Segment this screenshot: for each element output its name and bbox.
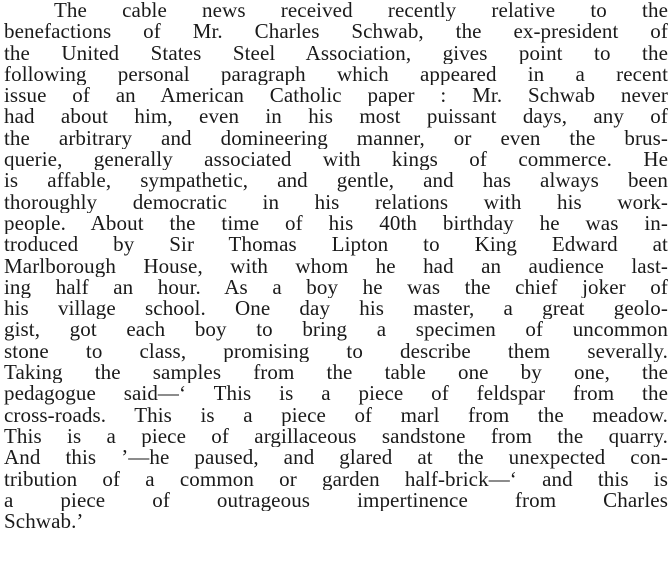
text-line: This is a piece of argillaceous sandstone from the quarry. (4, 425, 668, 448)
text-line: people. About the time of his 40th birthday he was in- (4, 212, 668, 235)
text-line: gist, got each boy to bring a specimen of uncommon (4, 319, 668, 341)
text-line: a piece of outrageous impertinence from Charles (4, 489, 668, 512)
text-line: Taking the samples from the table one by one, the (4, 362, 668, 384)
text-line: The cable news received recently relative to the (54, 0, 668, 22)
text-line: pedagogue said—‘ This is a piece of feldspar from the (4, 383, 668, 405)
text-line: troduced by Sir Thomas Lipton to King Edward at (4, 234, 668, 256)
text-line: ing half an hour. As a boy he was the chief joker of (4, 276, 668, 299)
article-text (4, 0, 668, 532)
text-line: querie, generally associated with kings of commerce. He (4, 149, 668, 171)
text-line: thoroughly democratic in his relations with his work- (4, 191, 668, 213)
text-line: his village school. One day his master, a great geolo- (4, 298, 668, 320)
text-line: cross-roads. This is a piece of marl from the meadow. (4, 404, 668, 426)
text-line: is affable, sympathetic, and gentle, and has always been (4, 170, 668, 192)
text-line: had about him, even in his most puissant days, any of (4, 106, 668, 128)
text-line: stone to class, promising to describe them severally. (4, 340, 668, 363)
text-line: the arbitrary and domineering manner, or even the brus- (4, 127, 668, 150)
text-line: issue of an American Catholic paper : Mr. Schwab never (4, 85, 668, 107)
text-line: the United States Steel Association, gives point to the (4, 42, 668, 64)
text-line: tribution of a common or garden half-brick—‘ and this is (4, 468, 668, 490)
text-line: following personal paragraph which appeared in a recent (4, 63, 668, 86)
text-line: benefactions of Mr. Charles Schwab, the ex-president of (4, 21, 668, 43)
text-line: And this ’—he paused, and glared at the unexpected con- (4, 447, 668, 469)
text-line: Marlborough House, with whom he had an audience last- (4, 255, 668, 277)
text-line: Schwab.’ (4, 511, 84, 533)
